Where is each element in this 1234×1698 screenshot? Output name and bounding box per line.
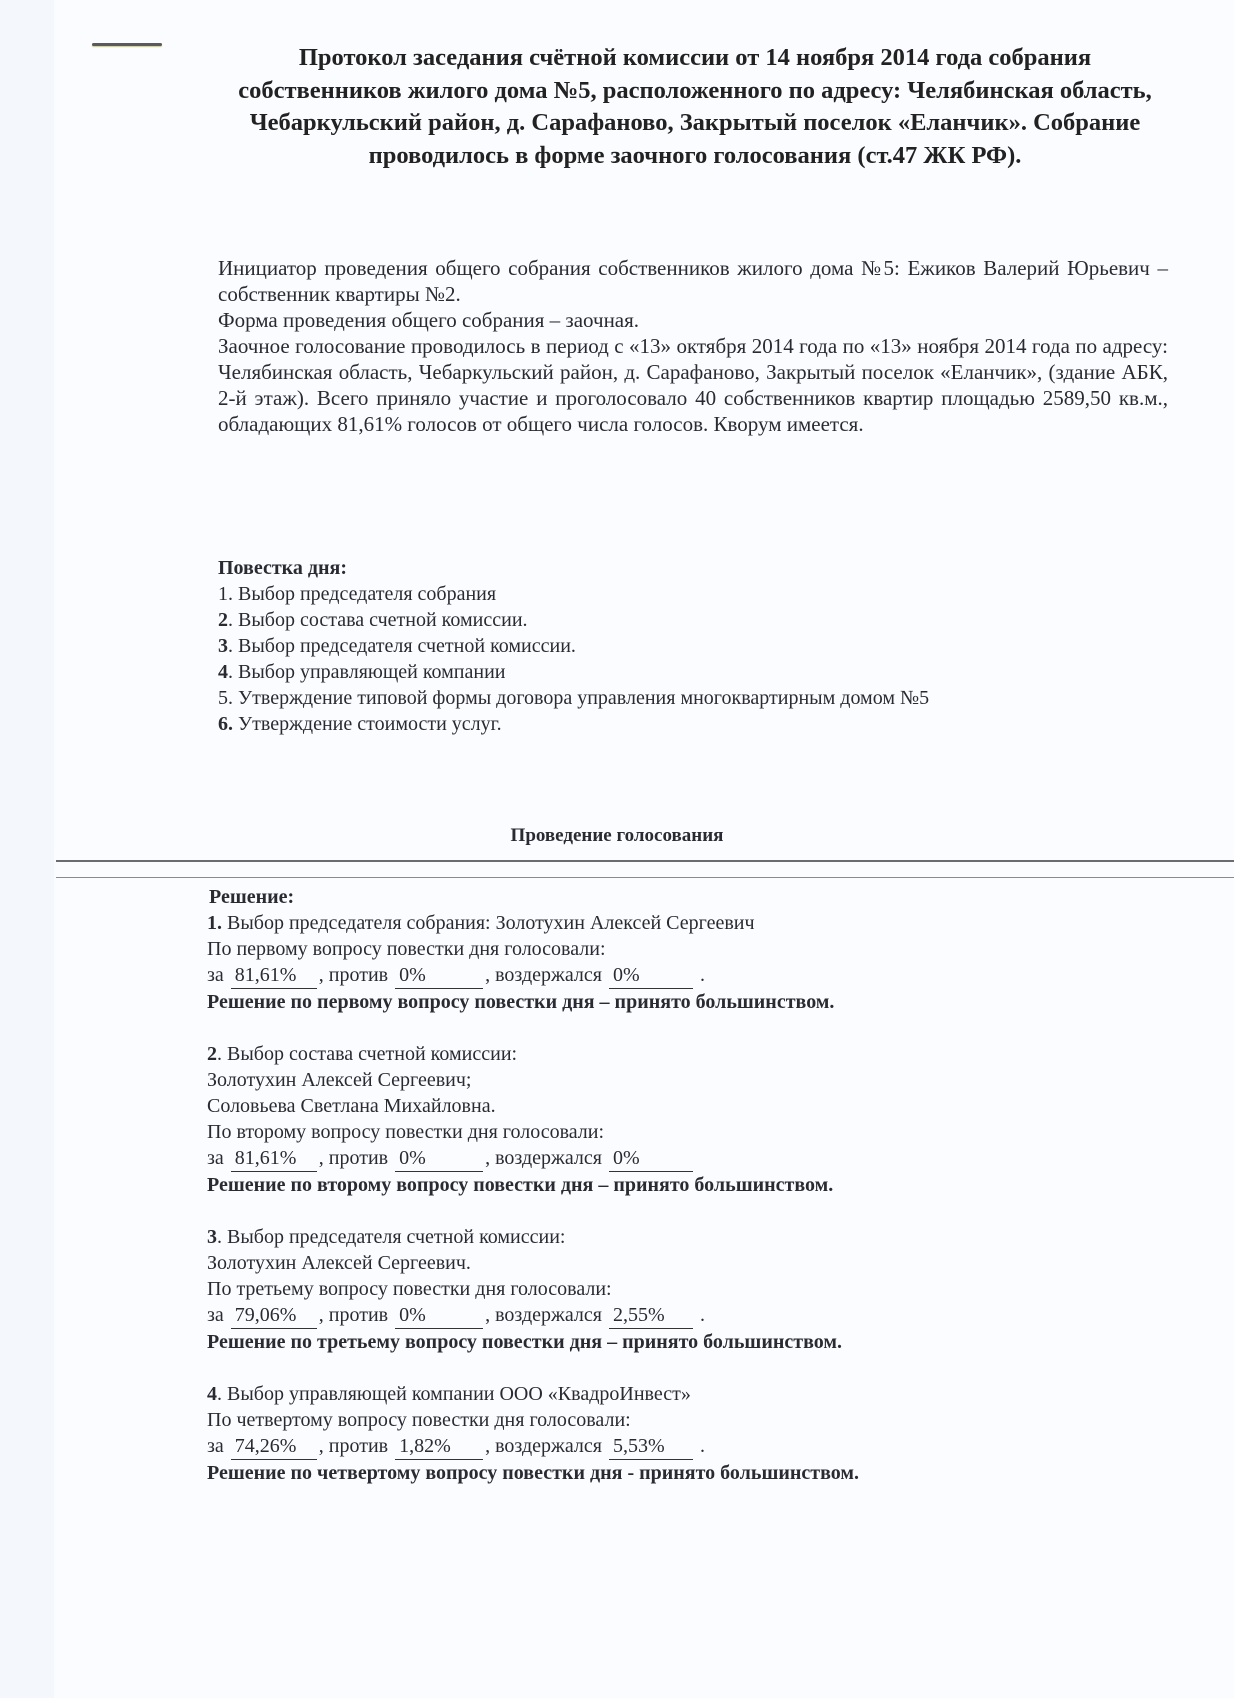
scan-mark <box>92 43 162 46</box>
decision-num: 4 <box>207 1383 217 1405</box>
agenda-item <box>218 685 1168 711</box>
decision-extra-line: Золотухин Алексей Сергеевич; <box>207 1069 472 1091</box>
vote-line <box>207 1302 1107 1329</box>
decision-item <box>207 1041 1107 1198</box>
agenda-item-num: 2 <box>218 609 228 631</box>
agenda-section <box>218 555 1168 737</box>
vote-line-end: . <box>699 964 705 986</box>
vote-line-end: . <box>699 1435 705 1457</box>
decision-item <box>207 910 1107 1015</box>
decision-extra <box>207 1250 1107 1276</box>
vote-line-end: . <box>699 1304 705 1326</box>
agenda-item-text: Утверждение стоимости услуг. <box>233 713 502 735</box>
vote-line <box>207 1433 1107 1460</box>
vote-for-label: за <box>207 1147 224 1169</box>
decision-list <box>207 910 1107 1486</box>
vote-for-value: 79,06% <box>231 1302 317 1329</box>
decision-voted-label: По первому вопросу повестки дня голосовали: <box>207 938 606 960</box>
decision-title-text: . Выбор председателя счетной комиссии: <box>217 1226 566 1248</box>
vote-line <box>207 962 1107 989</box>
voting-section-title: Проведение голосования <box>510 825 724 846</box>
agenda-item-text: . Выбор состава счетной комиссии. <box>228 609 528 631</box>
vote-against-label: , против <box>318 1435 389 1457</box>
initiator-text: Инициатор проведения общего собрания собственников жилого дома №5: Ежиков Валерий Юрьевич – собственник квартиры №2. <box>218 256 1168 306</box>
vote-for-value: 81,61% <box>231 962 317 989</box>
decision-title-text: . Выбор состава счетной комиссии: <box>217 1043 518 1065</box>
vote-against-value: 0% <box>395 1302 483 1329</box>
decision-num: 2 <box>207 1043 217 1065</box>
vote-against-label: , против <box>318 1147 389 1169</box>
page-divider-line <box>56 877 1234 878</box>
vote-line <box>207 1145 1107 1172</box>
vote-for-value: 74,26% <box>231 1433 317 1460</box>
vote-abstain-value: 5,53% <box>609 1433 693 1460</box>
decision-extra-line: Золотухин Алексей Сергеевич. <box>207 1252 471 1274</box>
decisions-section <box>207 884 1107 1512</box>
vote-abstain-value: 0% <box>609 1145 693 1172</box>
scan-page-edge <box>0 0 54 1698</box>
decision-extra <box>207 1067 1107 1119</box>
decision-result: Решение по первому вопросу повестки дня – принято большинством. <box>207 991 835 1013</box>
agenda-item-num: 3 <box>218 635 228 657</box>
decision-voted-label: По четвертому вопросу повестки дня голосовали: <box>207 1409 631 1431</box>
vote-abstain-value: 0% <box>609 962 693 989</box>
agenda-item-num: 4 <box>218 661 228 683</box>
decision-title <box>207 1041 1107 1067</box>
agenda-item-num: 6. <box>218 713 233 735</box>
period-text: Заочное голосование проводилось в период с «13» октября 2014 года по «13» ноября 2014 года по адресу: Челябинская область, Чебаркульский район, д. Сарафаново, Закрытый поселок «Еланчик», (здание АБК, 2-й этаж). Всего приняло участие и проголосовало 40 собственников квартир площадью 2589,50 кв.м., обладающих 81,61% голосов от общего числа голосов. Кворум имеется. <box>218 334 1168 436</box>
decision-title <box>207 1224 1107 1250</box>
vote-abstain-label: , воздержался <box>485 1304 602 1326</box>
decision-title-text: . Выбор управляющей компании ООО «КвадроИнвест» <box>217 1383 691 1405</box>
decision-num: 3 <box>207 1226 217 1248</box>
vote-abstain-value: 2,55% <box>609 1302 693 1329</box>
decision-item <box>207 1381 1107 1486</box>
agenda-item-text: Утверждение типовой формы договора управления многоквартирным домом №5 <box>233 687 930 709</box>
agenda-item-num: 1. <box>218 583 233 605</box>
decisions-heading: Решение: <box>209 886 295 908</box>
vote-abstain-label: , воздержался <box>485 964 602 986</box>
vote-abstain-label: , воздержался <box>485 1147 602 1169</box>
agenda-item <box>218 633 1168 659</box>
decision-title <box>207 1381 1107 1407</box>
vote-against-label: , против <box>318 1304 389 1326</box>
agenda-heading: Повестка дня: <box>218 557 348 579</box>
form-text: Форма проведения общего собрания – заочная. <box>218 308 640 332</box>
agenda-item-text: Выбор председателя собрания <box>233 583 497 605</box>
decision-voted-label: По второму вопросу повестки дня голосовали: <box>207 1121 605 1143</box>
vote-for-label: за <box>207 1304 224 1326</box>
vote-abstain-label: , воздержался <box>485 1435 602 1457</box>
vote-against-value: 1,82% <box>395 1433 483 1460</box>
agenda-item-text: . Выбор председателя счетной комиссии. <box>228 635 576 657</box>
agenda-list <box>218 581 1168 737</box>
decision-item <box>207 1224 1107 1355</box>
decision-num: 1. <box>207 912 222 934</box>
decision-title-text: Выбор председателя собрания: Золотухин Алексей Сергеевич <box>222 912 755 934</box>
decision-title <box>207 910 1107 936</box>
intro-section <box>218 255 1168 437</box>
vote-against-value: 0% <box>395 1145 483 1172</box>
document-title: Протокол заседания счётной комиссии от 14 ноября 2014 года собрания собственников жилого дома №5, расположенного по адресу: Челябинская область, Чебаркульский район, д. Сарафаново, Закрытый поселок «Еланчик». Собрание проводилось в форме заочного голосования (ст.47 ЖК РФ). <box>238 44 1152 169</box>
vote-against-label: , против <box>318 964 389 986</box>
vote-for-label: за <box>207 1435 224 1457</box>
agenda-item <box>218 581 1168 607</box>
vote-for-value: 81,61% <box>231 1145 317 1172</box>
page-divider-line <box>56 860 1234 862</box>
vote-for-label: за <box>207 964 224 986</box>
agenda-item-text: . Выбор управляющей компании <box>228 661 506 683</box>
agenda-item <box>218 711 1168 737</box>
decision-result: Решение по четвертому вопросу повестки дня - принято большинством. <box>207 1462 859 1484</box>
decision-result: Решение по третьему вопросу повестки дня – принято большинством. <box>207 1331 842 1353</box>
agenda-item-num: 5. <box>218 687 233 709</box>
decision-result: Решение по второму вопросу повестки дня – принято большинством. <box>207 1174 834 1196</box>
decision-extra-line: Соловьева Светлана Михайловна. <box>207 1095 496 1117</box>
agenda-item <box>218 607 1168 633</box>
vote-against-value: 0% <box>395 962 483 989</box>
agenda-item <box>218 659 1168 685</box>
decision-voted-label: По третьему вопросу повестки дня голосовали: <box>207 1278 612 1300</box>
